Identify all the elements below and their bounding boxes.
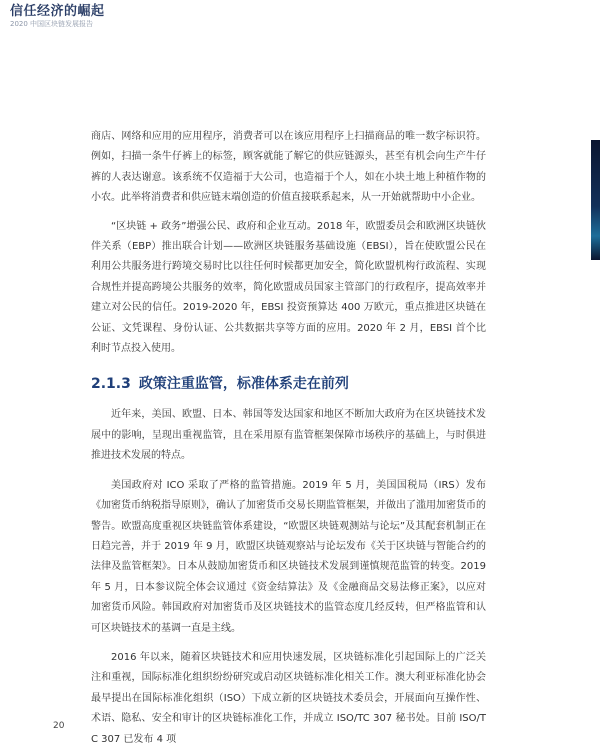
body-paragraph-1: 商店、网络和应用的应用程序，消费者可以在该应用程序上扫描商品的唯一数字标识符。例如，扫描一条牛仔裤上的标签，顾客就能了解它的供应链源头，甚至有机会向生产牛仔裤的人表达谢意。该系统不仅造福于大公司，也造福于个人，如在小块土地上种植作物的小农。此举将消费者和供应链末端创造的价值直接联系起来，从一开始就帮助中小企业。 bbox=[91, 131, 486, 204]
header-title: 信任经济的崛起 bbox=[10, 4, 105, 19]
header-subtitle: 2020 中国区块链发展报告 bbox=[10, 20, 94, 28]
body-paragraph-5: 2016 年以来，随着区块链技术和应用快速发展，区块链标准化引起国际上的广泛关注和重视，国际标准化组织纷纷研究或启动区块链标准化相关工作。澳大利亚标准化协会最早提出在国际标准化组织（ISO）下成立新的区块链技术委员会，开展面向互操作性、术语、隐私、安全和审计的区块链标准化工作，并成立 ISO/TC 307 秘书处。目前 ISO/TC 307 已发布 4 项 bbox=[91, 651, 486, 745]
section-number: 2.1.3 bbox=[91, 376, 131, 393]
side-decoration-strip bbox=[591, 140, 600, 260]
body-paragraph-3: 近年来，美国、欧盟、日本、韩国等发达国家和地区不断加大政府为在区块链技术发展中的影响，呈现出重视监管，且在采用原有监管框架保障市场秩序的基础上，与时俱进推进技术发展的特点。 bbox=[91, 409, 486, 462]
body-paragraph-2: “区块链 + 政务”增强公民、政府和企业互动。2018 年，欧盟委员会和欧洲区块链伙伴关系（EBP）推出联合计划——欧洲区块链服务基础设施（EBSI），旨在使欧盟公民在利用公共服务进行跨境交易时比以往任何时候都更加安全，简化欧盟机构行政流程、实现合规性并提高跨境公共服务的效率，简化欧盟成员国家主管部门的行政程序，提高效率并建立对公民的信任。2019-2020 年，EBSI 投资预算达 400 万欧元，重点推进区块链在公证、文凭课程、身份认证、公共数据共享等方面的应用。2020 年 2 月，EBSI 首个比利时节点投入使用。 bbox=[91, 220, 486, 355]
page-body bbox=[91, 127, 486, 750]
page-number: 20 bbox=[53, 721, 65, 731]
section-title: 政策注重监管，标准体系走在前列 bbox=[138, 376, 349, 393]
section-heading bbox=[91, 373, 486, 395]
running-header bbox=[10, 4, 105, 29]
body-paragraph-4: 美国政府对 ICO 采取了严格的监管措施。2019 年 5 月，美国国税局（IRS）发布《加密货币纳税指导原则》，确认了加密货币交易长期监管框架，并做出了滥用加密货币的警告。欧盟高度重视区块链监管体系建设，“欧盟区块链观测站与论坛”及其配套机制正在日趋完善，并于 2019 年 9 月，欧盟区块链观察站与论坛发布《关于区块链与智能合约的法律及监管框架》。日本从鼓励加密货币和区块链技术发展到谨慎规范监管的转变。2019 年 5 月，日本参议院全体会议通过《资金结算法》及《金融商品交易法修正案》，以应对加密货币风险。韩国政府对加密货币及区块链技术的监管态度几经反转，但严格监管和认可区块链技术的基调一直是主线。 bbox=[91, 479, 486, 634]
